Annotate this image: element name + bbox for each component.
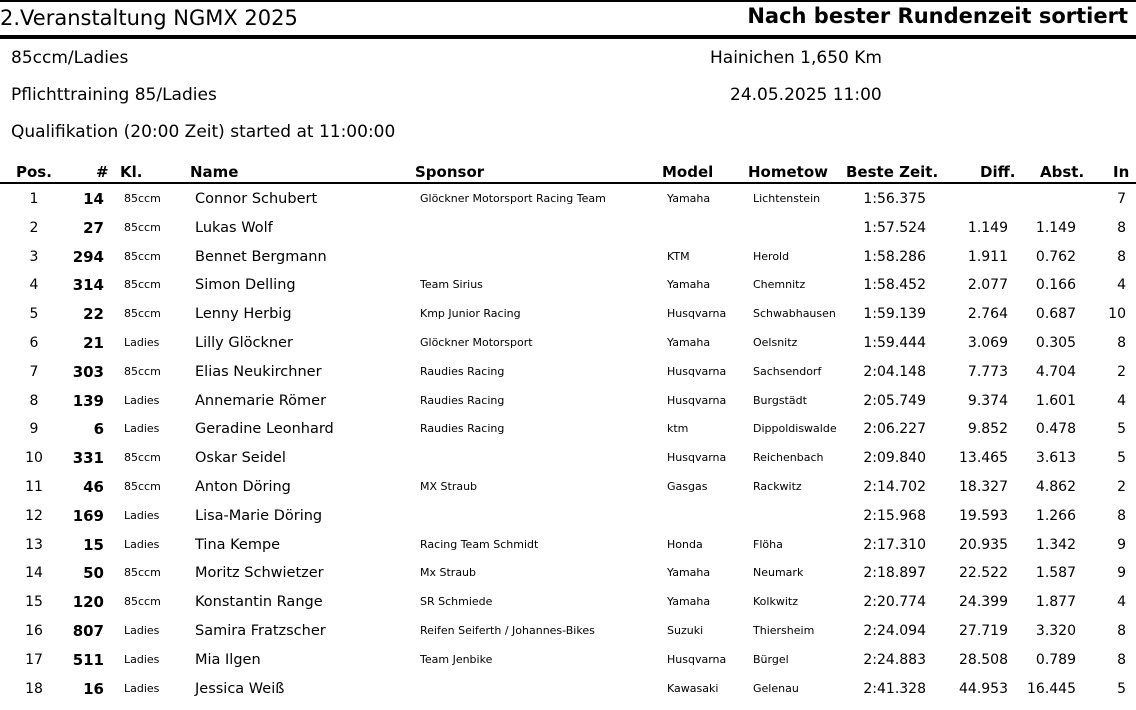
session-name: Pflichttraining 85/Ladies (11, 85, 217, 105)
cell-sponsor: Team Sirius (420, 278, 483, 292)
table-row (0, 214, 1136, 243)
cell-in: 7 (1117, 191, 1126, 207)
table-row (0, 415, 1136, 444)
cell-kl: 85ccm (124, 192, 161, 205)
cell-sponsor: Mx Straub (420, 566, 477, 580)
header-rule (0, 35, 1136, 39)
cell-model: Yamaha (667, 595, 711, 609)
cell-num: 27 (83, 218, 104, 237)
cell-in: 8 (1117, 219, 1126, 236)
cell-name: Lilly Glöckner (195, 335, 293, 351)
cell-hometown: Chemnitz (753, 278, 806, 292)
cell-name: Connor Schubert (195, 191, 318, 207)
cell-pos: 10 (25, 450, 43, 467)
cell-diff: 44.953 (959, 680, 1008, 697)
cell-abst: 3.613 (1035, 450, 1076, 467)
cell-num: 807 (72, 622, 104, 640)
table-row (0, 358, 1136, 387)
cell-best: 2:14.702 (863, 479, 926, 495)
cell-sponsor: Raudies Racing (420, 422, 505, 436)
cell-model: KTM (667, 249, 690, 263)
cell-best: 1:57.524 (863, 219, 926, 236)
col-name-header: Name (190, 163, 239, 181)
qualification-info: Qualifikation (20:00 Zeit) started at 11:00:00 (11, 122, 396, 142)
cell-diff: 1.149 (967, 219, 1008, 236)
cell-kl: Ladies (124, 652, 160, 666)
cell-best: 2:41.328 (863, 680, 926, 697)
cell-best: 2:18.897 (863, 565, 926, 582)
col-pos-header: Pos. (16, 163, 52, 181)
cell-in: 4 (1117, 594, 1126, 611)
cell-kl: 85ccm (124, 566, 161, 580)
cell-hometown: Dippoldiswalde (753, 422, 837, 436)
cell-sponsor: Reifen Seiferth / Johannes-Bikes (420, 624, 595, 637)
cell-abst: 0.478 (1035, 421, 1076, 438)
cell-model: Husqvarna (667, 307, 727, 321)
cell-kl: Ladies (124, 336, 160, 349)
class-name: 85ccm/Ladies (11, 48, 129, 68)
cell-pos: 5 (29, 306, 39, 323)
table-row (0, 329, 1136, 358)
cell-in: 8 (1117, 248, 1126, 265)
cell-pos: 18 (25, 680, 43, 697)
cell-best: 1:58.286 (863, 248, 926, 265)
cell-hometown: Gelenau (753, 681, 799, 695)
cell-hometown: Bürgel (753, 652, 789, 666)
table-row (0, 617, 1136, 646)
col-best-header: Beste Zeit. (846, 163, 939, 181)
cell-in: 9 (1117, 536, 1126, 553)
table-row (0, 185, 1136, 214)
cell-best: 2:24.883 (863, 651, 926, 668)
cell-name: Simon Delling (195, 277, 296, 294)
cell-pos: 9 (29, 421, 39, 438)
cell-in: 5 (1117, 421, 1126, 438)
cell-diff: 1.911 (967, 248, 1008, 265)
cell-abst: 0.789 (1035, 651, 1076, 668)
cell-model: Yamaha (667, 278, 711, 292)
cell-kl: 85ccm (124, 307, 161, 321)
cell-best: 2:05.749 (863, 392, 926, 409)
cell-diff: 2.764 (967, 306, 1008, 323)
cell-model: Honda (667, 537, 703, 551)
cell-abst: 1.149 (1035, 219, 1076, 236)
cell-name: Annemarie Römer (195, 392, 327, 409)
cell-kl: 85ccm (124, 220, 161, 234)
cell-best: 2:17.310 (863, 536, 926, 553)
cell-in: 2 (1117, 363, 1126, 380)
cell-pos: 2 (29, 219, 39, 236)
cell-pos: 11 (25, 479, 43, 495)
table-row (0, 444, 1136, 473)
cell-diff: 20.935 (959, 536, 1008, 553)
col-sponsor-header: Sponsor (415, 163, 485, 181)
cell-kl: 85ccm (124, 480, 161, 493)
cell-pos: 7 (29, 363, 39, 380)
cell-abst: 0.166 (1035, 277, 1076, 294)
cell-num: 314 (72, 276, 104, 295)
cell-in: 9 (1117, 565, 1126, 582)
cell-in: 2 (1117, 479, 1126, 495)
table-row (0, 559, 1136, 588)
cell-diff: 22.522 (959, 565, 1008, 582)
cell-kl: 85ccm (124, 595, 161, 609)
table-row (0, 271, 1136, 300)
top-rule (0, 0, 1136, 2)
cell-pos: 13 (25, 536, 43, 553)
col-in-header: In (1113, 163, 1130, 181)
cell-best: 1:56.375 (863, 191, 926, 207)
cell-diff: 27.719 (959, 623, 1008, 639)
cell-diff: 7.773 (967, 363, 1008, 380)
table-row (0, 502, 1136, 531)
cell-sponsor: Kmp Junior Racing (420, 307, 521, 321)
cell-hometown: Thiersheim (753, 624, 815, 637)
cell-model: Suzuki (667, 624, 704, 637)
track-location: Hainichen 1,650 Km (710, 48, 882, 68)
cell-abst: 0.687 (1035, 306, 1076, 323)
cell-best: 2:09.840 (863, 450, 926, 467)
cell-model: ktm (667, 422, 689, 436)
cell-kl: 85ccm (124, 451, 161, 465)
cell-num: 16 (83, 679, 104, 698)
cell-name: Mia Ilgen (195, 651, 261, 668)
cell-pos: 17 (25, 651, 43, 668)
cell-num: 303 (72, 362, 104, 381)
col-diff-header: Diff. (980, 163, 1016, 181)
cell-model: Husqvarna (667, 393, 727, 407)
cell-num: 46 (83, 478, 104, 496)
table-row (0, 675, 1136, 704)
cell-num: 294 (72, 247, 104, 266)
cell-abst: 1.877 (1035, 594, 1076, 611)
cell-kl: 85ccm (124, 278, 161, 292)
table-row (0, 531, 1136, 560)
cell-pos: 16 (25, 623, 43, 639)
cell-sponsor: Racing Team Schmidt (420, 537, 539, 551)
table-row (0, 588, 1136, 617)
session-datetime: 24.05.2025 11:00 (730, 85, 882, 105)
cell-abst: 16.445 (1027, 680, 1076, 697)
cell-name: Moritz Schwietzer (195, 565, 324, 582)
cell-in: 4 (1117, 392, 1126, 409)
cell-abst: 1.342 (1035, 536, 1076, 553)
event-title: 2.Veranstaltung NGMX 2025 (0, 6, 298, 30)
cell-name: Konstantin Range (195, 594, 323, 611)
cell-abst: 3.320 (1035, 623, 1076, 639)
cell-hometown: Schwabhausen (753, 307, 836, 321)
cell-kl: Ladies (124, 393, 160, 407)
cell-abst: 1.266 (1035, 507, 1076, 524)
cell-pos: 14 (25, 565, 43, 582)
cell-hometown: Kolkwitz (753, 595, 798, 609)
cell-num: 21 (83, 334, 104, 352)
cell-best: 2:04.148 (863, 363, 926, 380)
cell-hometown: Oelsnitz (753, 336, 798, 349)
cell-pos: 1 (29, 191, 39, 207)
sort-subtitle: Nach bester Rundenzeit sortiert (747, 4, 1128, 28)
cell-hometown: Burgstädt (753, 393, 807, 407)
col-abst-header: Abst. (1040, 163, 1085, 181)
cell-pos: 6 (29, 335, 39, 351)
col-model-header: Model (662, 163, 714, 181)
cell-abst: 0.305 (1035, 335, 1076, 351)
cell-best: 1:59.444 (863, 335, 926, 351)
cell-hometown: Sachsendorf (753, 364, 822, 378)
cell-abst: 0.762 (1035, 248, 1076, 265)
cell-abst: 1.587 (1035, 565, 1076, 582)
table-row (0, 646, 1136, 675)
cell-name: Lisa-Marie Döring (195, 507, 323, 524)
cell-hometown: Lichtenstein (753, 192, 821, 205)
cell-name: Anton Döring (195, 479, 291, 495)
cell-name: Geradine Leonhard (195, 421, 334, 438)
cell-kl: Ladies (124, 422, 160, 436)
cell-num: 14 (83, 190, 104, 208)
cell-pos: 3 (29, 248, 39, 265)
cell-pos: 4 (29, 277, 39, 294)
cell-diff: 24.399 (959, 594, 1008, 611)
cell-hometown: Flöha (753, 537, 783, 551)
cell-diff: 2.077 (967, 277, 1008, 294)
table-header-rule (0, 182, 1136, 184)
cell-model: Husqvarna (667, 451, 727, 465)
cell-abst: 1.601 (1035, 392, 1076, 409)
cell-diff: 19.593 (959, 507, 1008, 524)
cell-model: Husqvarna (667, 364, 727, 378)
cell-diff: 28.508 (959, 651, 1008, 668)
cell-kl: Ladies (124, 681, 160, 695)
cell-in: 8 (1117, 335, 1126, 351)
cell-sponsor: Raudies Racing (420, 364, 505, 378)
cell-pos: 15 (25, 594, 43, 611)
cell-in: 8 (1117, 623, 1126, 639)
cell-num: 22 (83, 305, 104, 324)
cell-model: Gasgas (667, 480, 708, 493)
cell-kl: 85ccm (124, 364, 161, 378)
cell-pos: 8 (29, 392, 39, 409)
cell-sponsor: SR Schmiede (420, 595, 493, 609)
cell-abst: 4.862 (1035, 479, 1076, 495)
table-row (0, 300, 1136, 329)
cell-num: 6 (93, 420, 104, 439)
cell-name: Jessica Weiß (195, 680, 285, 697)
cell-best: 2:15.968 (863, 507, 926, 524)
cell-num: 15 (83, 535, 104, 554)
cell-model: Husqvarna (667, 652, 727, 666)
cell-diff: 3.069 (967, 335, 1008, 351)
cell-best: 1:58.452 (863, 277, 926, 294)
col-num-header: # (96, 163, 109, 181)
cell-diff: 13.465 (959, 450, 1008, 467)
cell-name: Elias Neukirchner (195, 363, 322, 380)
cell-model: Yamaha (667, 566, 711, 580)
cell-model: Yamaha (667, 336, 711, 349)
col-kl-header: Kl. (120, 163, 143, 181)
cell-sponsor: Raudies Racing (420, 393, 505, 407)
cell-pos: 12 (25, 507, 43, 524)
cell-sponsor: Glöckner Motorsport Racing Team (420, 192, 606, 205)
cell-model: Yamaha (667, 192, 711, 205)
cell-diff: 18.327 (959, 479, 1008, 495)
cell-kl: Ladies (124, 624, 160, 637)
cell-name: Oskar Seidel (195, 450, 286, 467)
cell-best: 2:20.774 (863, 594, 926, 611)
cell-in: 4 (1117, 277, 1126, 294)
cell-in: 10 (1108, 306, 1126, 323)
cell-in: 8 (1117, 507, 1126, 524)
cell-kl: 85ccm (124, 249, 161, 263)
cell-name: Lenny Herbig (195, 306, 292, 323)
cell-hometown: Neumark (753, 566, 804, 580)
cell-num: 169 (72, 506, 104, 525)
cell-hometown: Reichenbach (753, 451, 824, 465)
cell-name: Bennet Bergmann (195, 248, 327, 265)
cell-in: 5 (1117, 680, 1126, 697)
table-row (0, 473, 1136, 502)
cell-name: Samira Fratzscher (195, 623, 326, 639)
cell-best: 1:59.139 (863, 306, 926, 323)
cell-in: 5 (1117, 450, 1126, 467)
cell-diff: 9.374 (967, 392, 1008, 409)
cell-in: 8 (1117, 651, 1126, 668)
cell-hometown: Herold (753, 249, 790, 263)
table-row (0, 243, 1136, 272)
cell-abst: 4.704 (1035, 363, 1076, 380)
cell-num: 50 (83, 564, 104, 583)
cell-name: Lukas Wolf (195, 219, 273, 236)
cell-name: Tina Kempe (195, 536, 281, 553)
cell-num: 331 (72, 449, 104, 468)
cell-model: Kawasaki (667, 681, 719, 695)
cell-num: 511 (72, 650, 104, 669)
cell-sponsor: MX Straub (420, 480, 478, 493)
cell-hometown: Rackwitz (753, 480, 802, 493)
cell-diff: 9.852 (967, 421, 1008, 438)
cell-kl: Ladies (124, 508, 160, 522)
col-hometown-header: Hometow (748, 163, 828, 181)
cell-best: 2:06.227 (863, 421, 926, 438)
cell-num: 120 (72, 593, 104, 612)
table-row (0, 387, 1136, 416)
cell-best: 2:24.094 (863, 623, 926, 639)
cell-sponsor: Team Jenbike (420, 652, 493, 666)
cell-sponsor: Glöckner Motorsport (420, 336, 533, 349)
cell-num: 139 (72, 391, 104, 410)
cell-kl: Ladies (124, 537, 160, 551)
